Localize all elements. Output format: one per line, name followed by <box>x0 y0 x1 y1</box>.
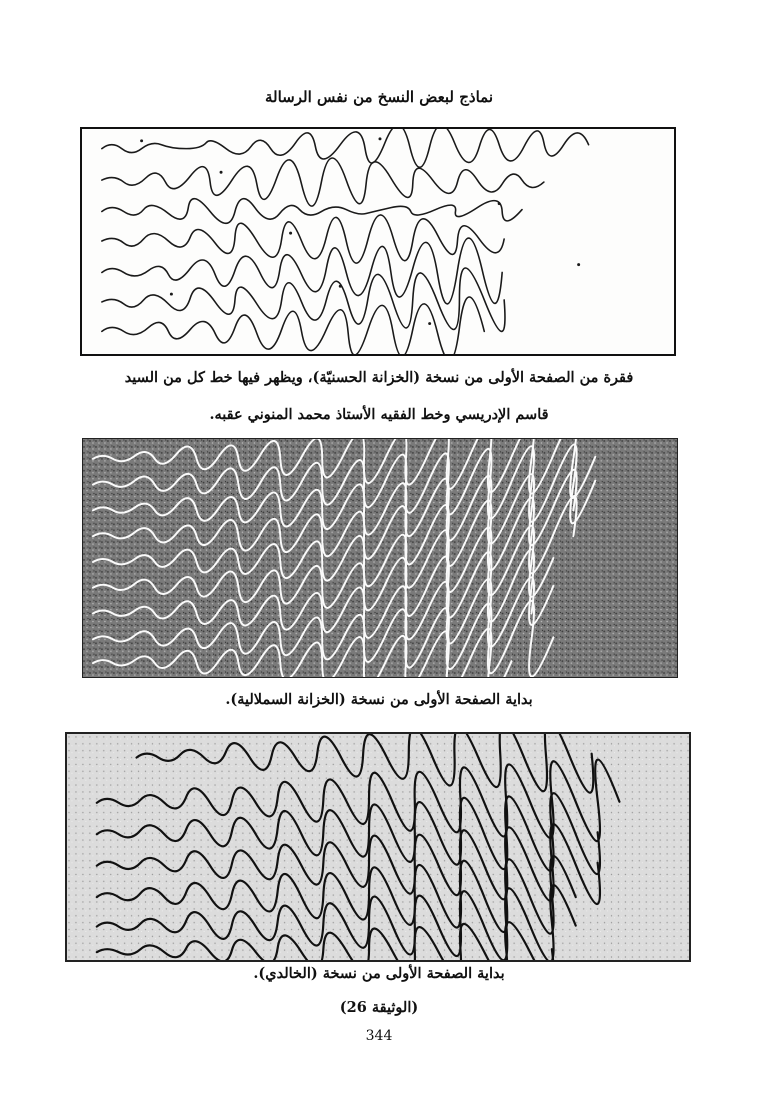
manuscript-image-khalidi <box>65 732 691 962</box>
caption-semlaliya: بداية الصفحة الأولى من نسخة (الخزانة السملالية). <box>225 691 533 708</box>
page-header-title: نماذج لبعض النسخ من نفس الرسالة <box>264 88 494 106</box>
caption-khalidi: بداية الصفحة الأولى من نسخة (الخالدي). <box>253 965 505 982</box>
manuscript-image-hassaniya <box>80 127 676 356</box>
handwriting-strokes <box>67 734 689 960</box>
manuscript-image-semlaliya <box>82 438 678 678</box>
page-number: 344 <box>365 1028 393 1044</box>
document-number: (الوثيقة 26) <box>339 999 419 1016</box>
handwriting-strokes <box>83 439 677 677</box>
handwriting-strokes <box>82 129 674 354</box>
caption-hassaniya-line-1: فقرة من الصفحة الأولى من نسخة (الخزانة الحسنيّة)، ويظهر فيها خط كل من السيد <box>124 369 634 386</box>
caption-hassaniya-line-2: قاسم الإدريسي وخط الفقيه الأستاذ محمد المنوني عقبه. <box>209 406 549 423</box>
